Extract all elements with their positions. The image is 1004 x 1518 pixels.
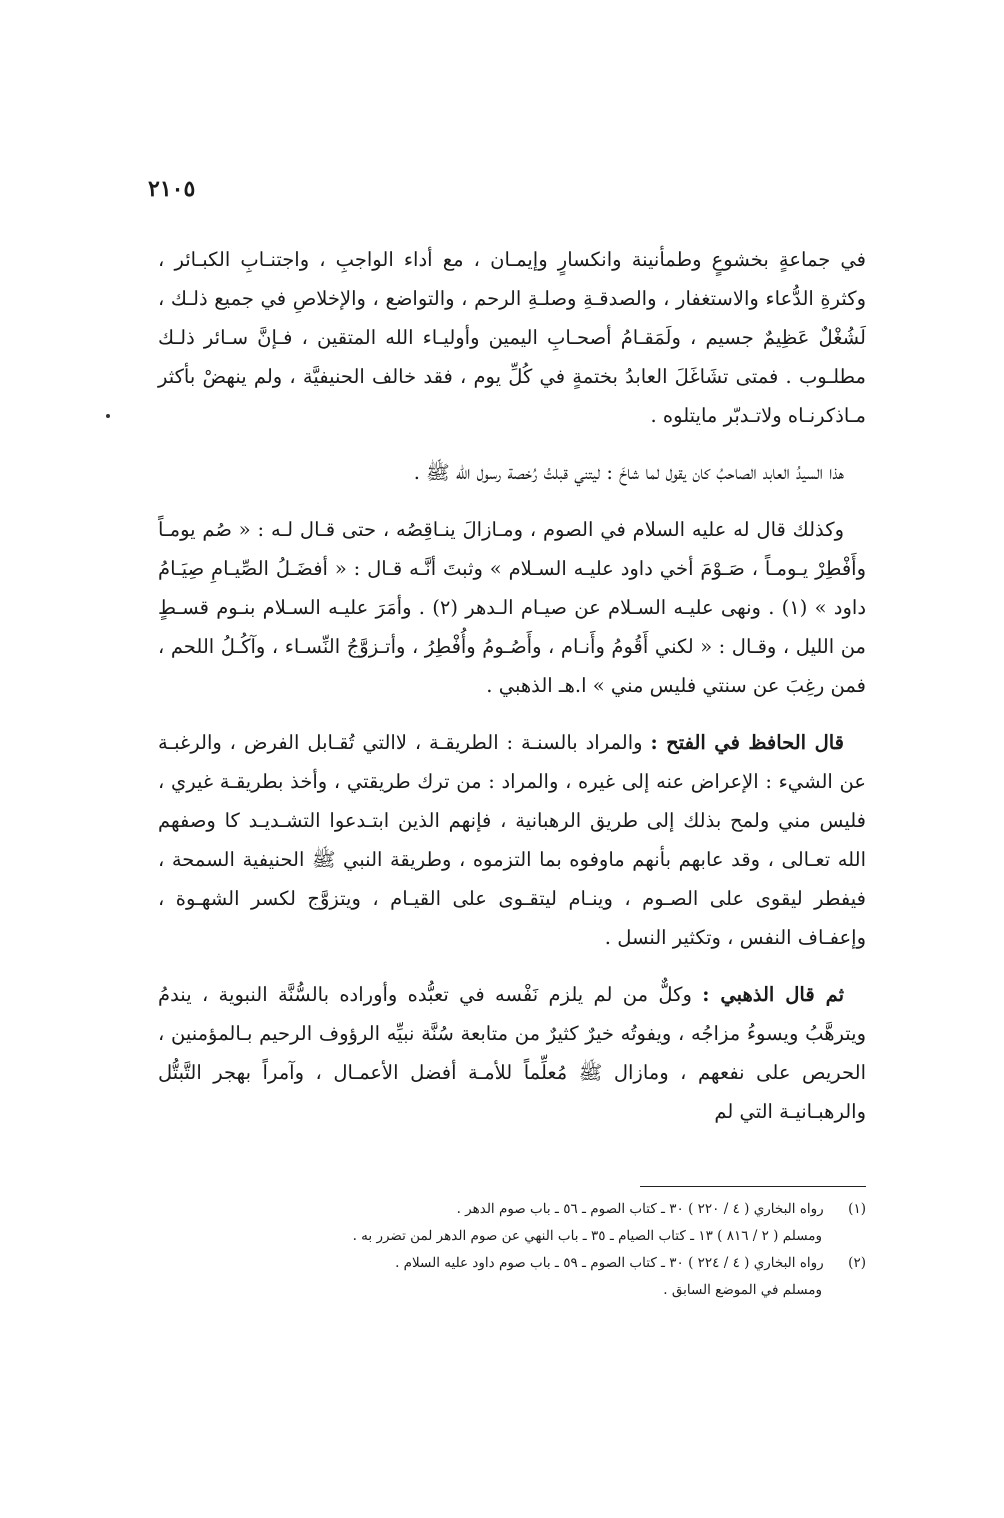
- footnotes: [158, 1196, 866, 1304]
- paragraph-3-text: وكذلك قال له عليه السلام في الصوم ، ومـازالَ ينـاقِصُه ، حتى قـال لـه : « صُم يومـاً وأَفْطِرْ يـومـاً ، صَـوْمَ أخي داود عليـه السـلام » وثبتَ أنَّـه قـال : « أفضَـلُ الصِّيـامِ صِيَـامُ داود » (١) . ونهى عليـه السـلام عن صيـام الـدهر (٢) . وأمَرَ عليـه السـلام بنـوم قسـطٍ من الليل ، وقـال : « لكني أَقُومُ وأَنـام ، وأَصُـومُ وأُفْطِرُ ، وأتـزوَّجُ النِّسـاء ، وآكُـلُ اللحم ، فمن رغِبَ عن سنتي فليس مني » ا.هـ الذهبي .: [158, 518, 867, 697]
- footnote-divider: [640, 1186, 866, 1187]
- margin-mark: [106, 414, 110, 418]
- footnote-1-number: (١): [848, 1201, 866, 1217]
- footnote-2-number: (٢): [848, 1255, 866, 1271]
- footnote-1-continuation-text: ومسلم ( ٢ / ٨١٦ ) ١٣ ـ كتاب الصيام ـ ٣٥ ـ باب النهي عن صوم الدهر لمن تضرر به .: [352, 1228, 822, 1244]
- footnote-2-text: رواه البخاري ( ٤ / ٢٢٤ ) ٣٠ ـ كتاب الصوم ـ ٥٩ ـ باب صوم داود عليه السلام .: [395, 1255, 824, 1271]
- paragraph-4-lead: قال الحافظ في الفتح :: [650, 731, 845, 754]
- paragraph-5-text: وكلٌّ من لم يلزم نَفْسه في تعبُّده وأوراده بالسُّنَّة النبوية ، يندمُ ويترهَّبُ ويسوءُ مزاجُه ، ويفوتُه خيرٌ كثيرٌ من متابعة سُنَّة نبيِّه الرؤوف الرحيم بـالمؤمنين ، الحريص على نفعهم ، ومازال ﷺ مُعلِّماً للأمـة أفضل الأعمـال ، وآمراً بهجر التَّبتُّل والرهبـانيـة التي لم: [158, 983, 866, 1123]
- paragraph-2-text: هذا السيدُ العابد الصاحبُ كان يقول لما شاخَ : ليتني قبلتُ رُخصة رسول الله ﷺ .: [413, 461, 844, 484]
- footnote-1-text: رواه البخاري ( ٤ / ٢٢٠ ) ٣٠ ـ كتاب الصوم ـ ٥٦ ـ باب صوم الدهر .: [456, 1201, 824, 1217]
- footnote-1-continuation: [158, 1223, 866, 1250]
- footnote-2: [158, 1250, 866, 1277]
- paragraph-3: [158, 510, 866, 705]
- footnote-2-continuation: [158, 1277, 866, 1304]
- paragraph-5-lead: ثم قال الذهبي :: [702, 983, 844, 1006]
- page-number: ٢١٠٥: [148, 176, 196, 202]
- paragraph-1-text: في جماعةٍ بخشوعٍ وطمأنينة وانكسارٍ وإيمـان ، مع أداء الواجبِ ، واجتنـابِ الكبـائر ، وكثرةِ الدُّعاء والاستغفار ، والصدقـةِ وصلـةِ الرحم ، والتواضع ، والإخلاصِ في جميع ذلـك ، لَشُغْلٌ عَظِيمٌ جسيم ، ولَمَقـامُ أصحـابِ اليمين وأوليـاء الله المتقين ، فـإنَّ سـائر ذلـك مطلـوب . فمتى تشَاغَلَ العابدُ بختمةٍ في كُلِّ يوم ، فقد خالف الحنيفيَّة ، ولم ينهضْ بأكثر مـاذكرنـاه ولاتـدبّر مايتلوه .: [158, 248, 866, 427]
- paragraph-4: [158, 723, 866, 957]
- paragraph-5: [158, 975, 866, 1131]
- paragraph-1: [158, 240, 866, 435]
- footnote-1: [158, 1196, 866, 1223]
- paragraph-4-text: والمراد بالسنـة : الطريقـة ، لاالتي تُقـابل الفرض ، والرغبـة عن الشيء : الإعراض عنه إلى غيره ، والمراد : من ترك طريقتي ، وأخذ بطريقـة غيري ، فليس مني ولمح بذلك إلى طريق الرهبانية ، فإنهم الذين ابتـدعوا التشـديـد كا وصفهم الله تعـالى ، وقد عابهم بأنهم ماوفوه بما التزموه ، وطريقة النبي ﷺ الحنيفية السمحة ، فيفطر ليقوى على الصـوم ، وينـام ليتقـوى على القيـام ، ويتزوَّج لكسر الشهـوة ، وإعفـاف النفس ، وتكثير النسل .: [158, 731, 866, 949]
- main-text: [158, 240, 866, 1149]
- footnote-2-continuation-text: ومسلم في الموضع السابق .: [663, 1282, 822, 1298]
- paragraph-2: [158, 453, 866, 492]
